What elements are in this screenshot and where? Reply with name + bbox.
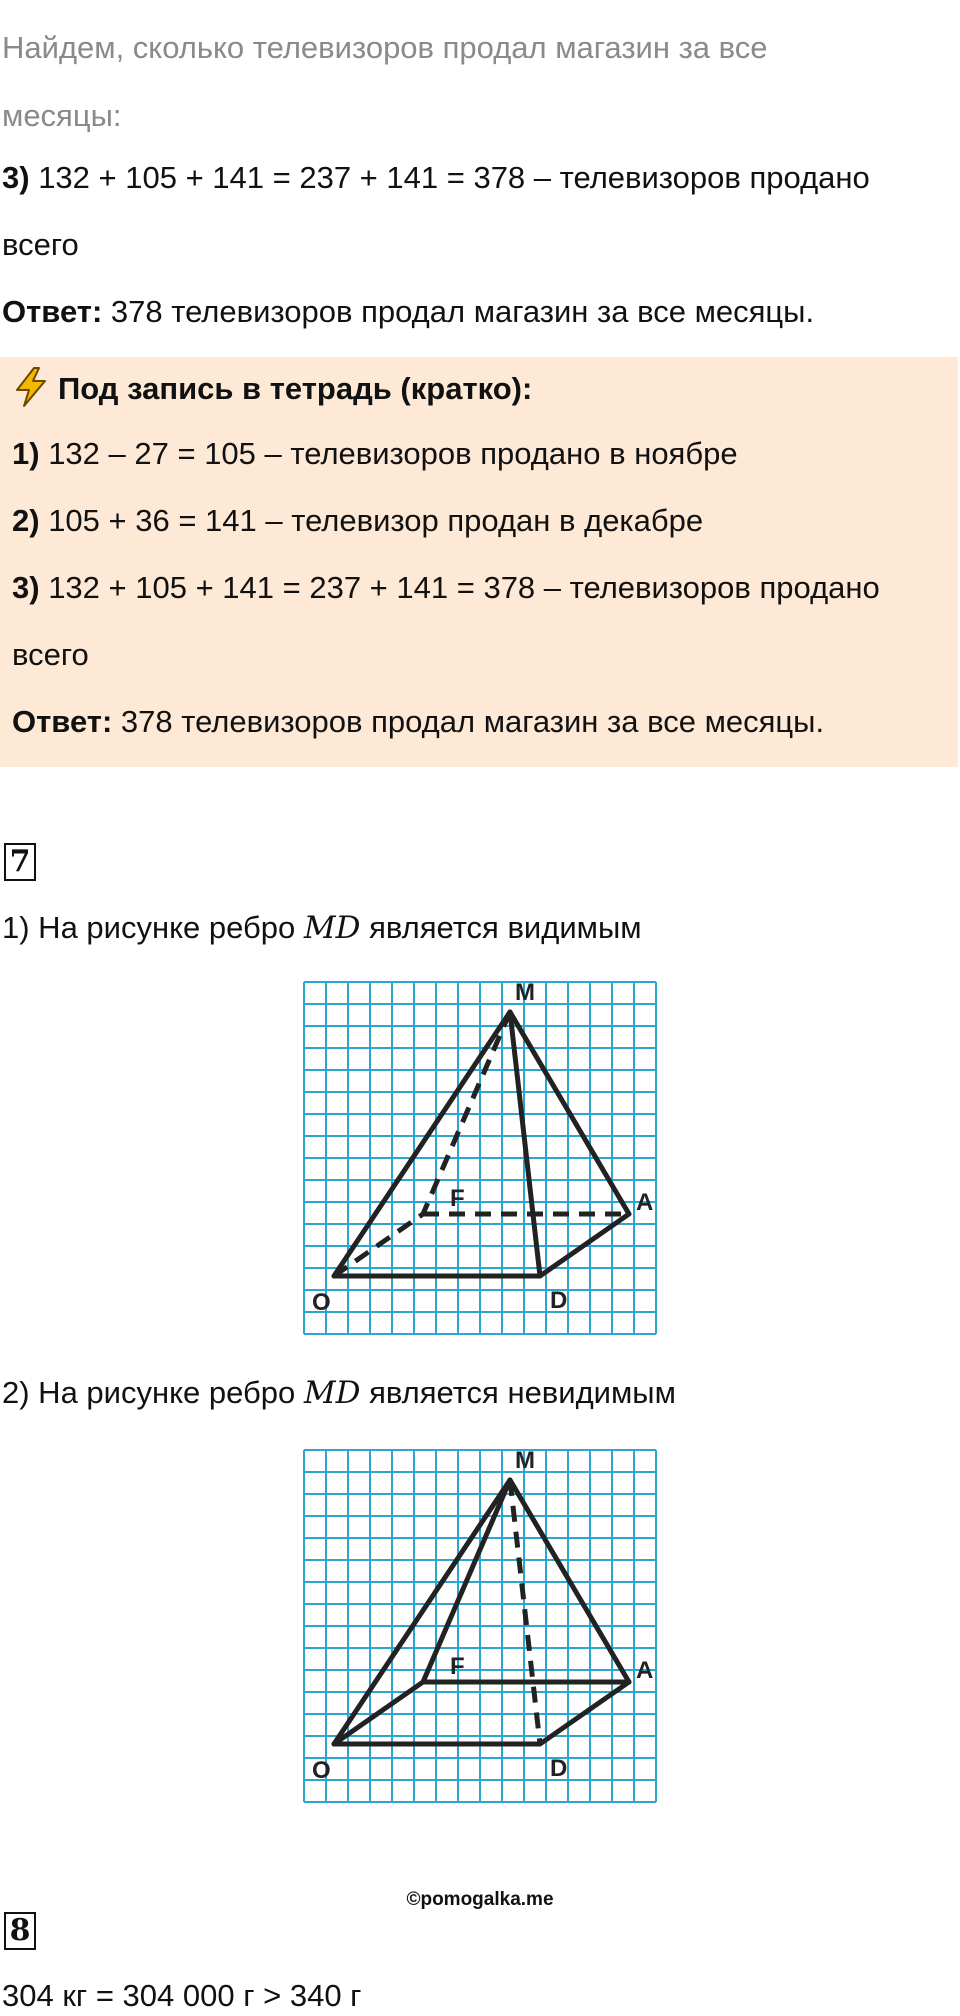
step-3-text: 132 + 105 + 141 = 237 + 141 = 378 – телевизоров продано [29,160,870,195]
task-8-number: 8 [4,1912,36,1950]
grid-2 [304,1450,656,1802]
note-line-3 [12,568,880,608]
watermark: ©pomogalka.me [406,1889,554,1910]
note-line-2-number: 2) [12,503,40,538]
lightning-icon [14,367,48,417]
task-7-item-1 [2,908,642,948]
task-7-item-1-suffix: является видимым [360,910,642,945]
note-line-3-continuation: всего [12,637,89,672]
answer-label: Ответ: [2,294,103,329]
step-3-continuation: всего [2,227,79,262]
step-3-line [2,158,870,198]
vertex-label-d: D [550,1755,568,1782]
vertex-label-a: A [636,1189,654,1216]
note-answer-label: Ответ: [12,704,113,739]
vertex-label-o: O [312,1289,331,1316]
vertex-label-f: F [450,1185,465,1212]
note-line-2 [12,501,703,541]
task-7-item-1-prefix: 1) На рисунке ребро [2,910,304,945]
note-line-3-number: 3) [12,570,40,605]
note-line-1-number: 1) [12,436,40,471]
note-answer-text: 378 телевизоров продал магазин за все месяцы. [112,704,825,739]
note-line-3-text: 132 + 105 + 141 = 237 + 141 = 378 – телевизоров продано [39,570,880,605]
note-line-1 [12,434,738,474]
task-7-item-2 [2,1373,676,1413]
note-title-line [14,367,532,417]
grid-1 [304,982,656,1334]
intro-line-2: месяцы: [2,98,122,133]
task-7-item-2-suffix: является невидимым [360,1375,676,1410]
intro-line-1: Найдем, сколько телевизоров продал магазин за все [2,30,768,65]
vertex-label-f: F [450,1653,465,1680]
vertex-label-a: A [636,1657,654,1684]
notebook-note-box [0,357,958,767]
note-title: Под запись в тетрадь (кратко): [58,371,533,406]
pyramid-figure-hidden-md [300,1446,660,1806]
task-8-line-1: 304 кг = 304 000 г > 340 г [2,1978,362,2013]
note-answer-line [12,702,824,742]
vertex-label-m: M [515,979,535,1006]
task-7-item-2-prefix: 2) На рисунке ребро [2,1375,304,1410]
task-7-item-1-variable: MD [303,910,361,946]
vertex-label-m: M [515,1447,535,1474]
vertex-label-d: D [550,1287,568,1314]
step-3-number: 3) [2,160,30,195]
note-line-2-text: 105 + 36 = 141 – телевизор продан в декабре [39,503,704,538]
answer-line [2,292,814,332]
answer-text: 378 телевизоров продал магазин за все месяцы. [102,294,815,329]
task-7-item-2-variable: MD [303,1375,361,1411]
note-line-1-text: 132 – 27 = 105 – телевизоров продано в ноябре [39,436,738,471]
pyramid-figure-visible-md [300,978,660,1338]
vertex-label-o: O [312,1757,331,1784]
task-7-number: 7 [4,843,36,881]
